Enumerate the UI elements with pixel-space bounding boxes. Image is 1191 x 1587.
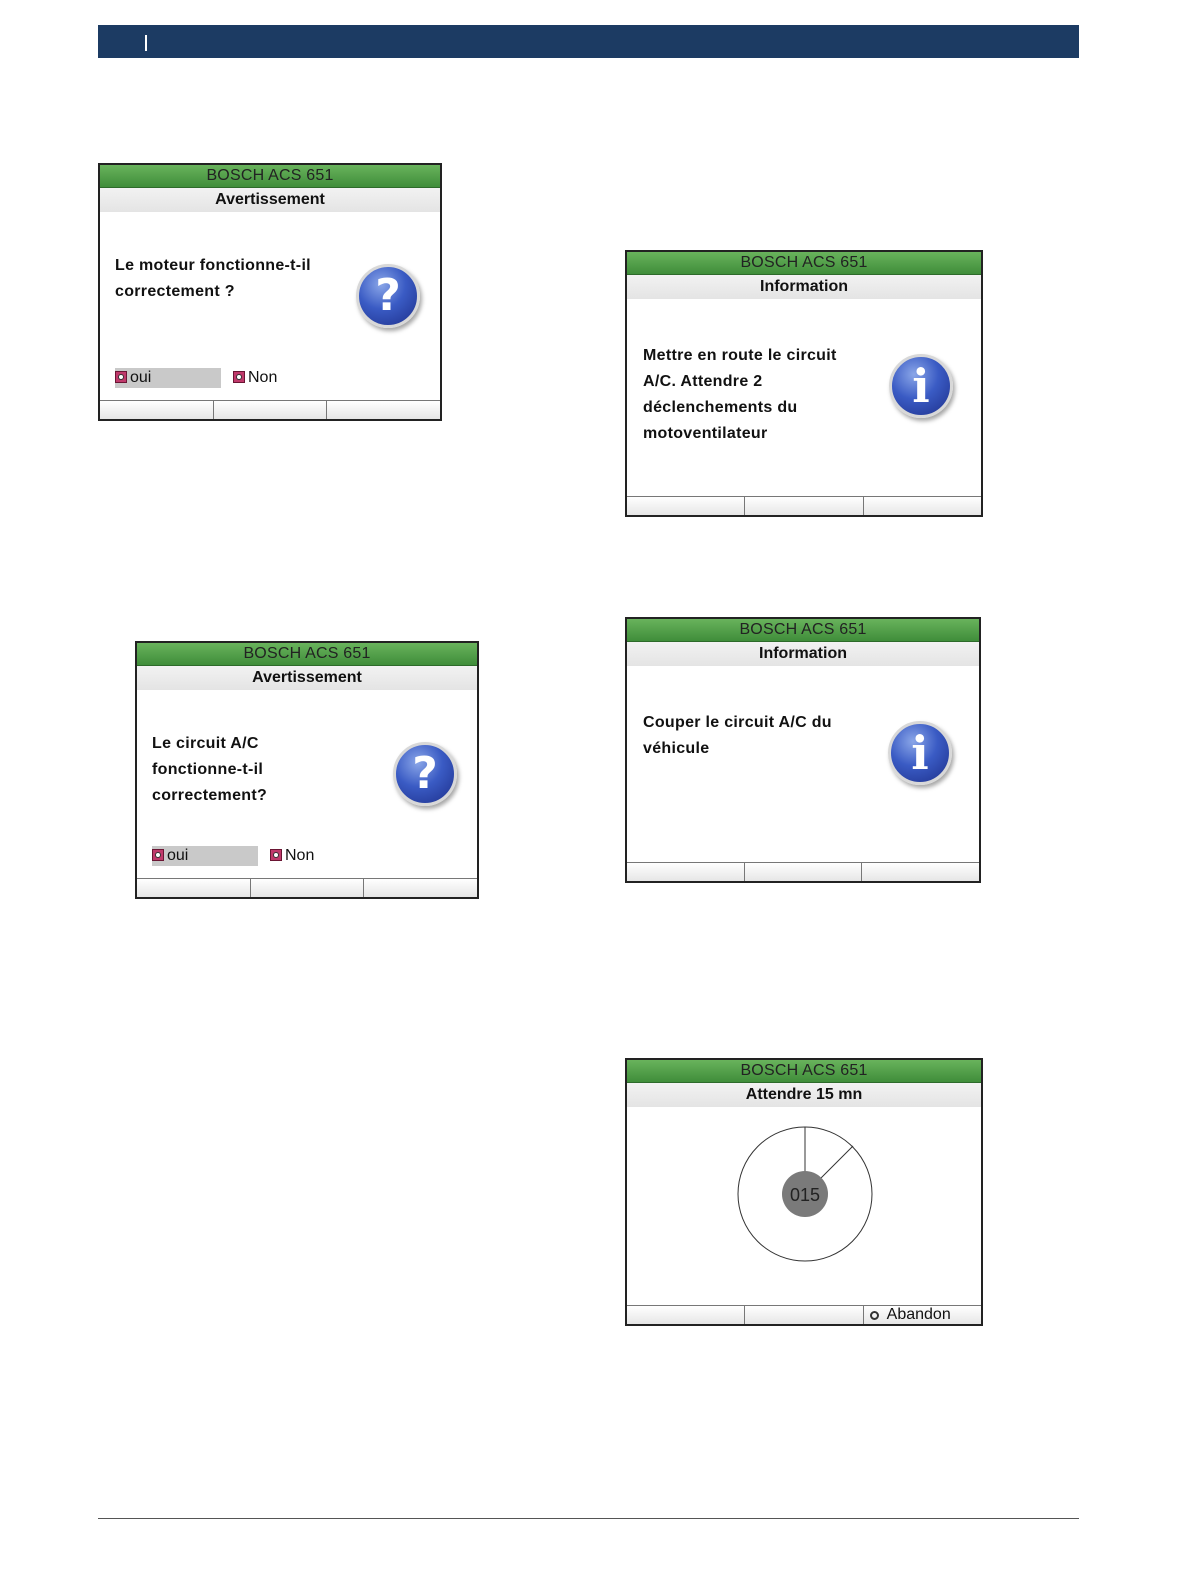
message-text (643, 710, 832, 762)
message-line: Le circuit A/C (152, 735, 259, 752)
softkey-1[interactable] (100, 401, 214, 419)
message-line: véhicule (643, 740, 710, 757)
softkey-bar (627, 1305, 981, 1324)
softkey-2[interactable] (251, 879, 365, 897)
countdown-dial (627, 1060, 981, 1304)
message-text (115, 253, 311, 305)
option-label: oui (130, 369, 152, 386)
softkey-2[interactable] (214, 401, 328, 419)
screen-subtitle: Attendre 15 mn (627, 1083, 981, 1107)
option-oui[interactable] (152, 846, 258, 866)
page-footer-rule (98, 1518, 1079, 1519)
screen-subtitle: Avertissement (100, 188, 440, 212)
softkey-1[interactable] (627, 497, 745, 515)
radio-selected-icon (115, 371, 127, 383)
softkey-bar (137, 878, 477, 897)
message-line: déclenchements du (643, 399, 798, 416)
abandon-label: Abandon (886, 1306, 951, 1323)
softkey-2[interactable] (745, 1306, 863, 1324)
message-text (643, 343, 837, 447)
softkey-1[interactable] (137, 879, 251, 897)
softkey-bar (627, 862, 979, 881)
screen-title: BOSCH ACS 651 (627, 619, 979, 642)
message-line: fonctionne-t-il (152, 761, 264, 778)
header-divider-mark (145, 35, 147, 51)
screen-start-ac-info (625, 250, 983, 517)
screen-title: BOSCH ACS 651 (137, 643, 477, 666)
radio-icon (233, 371, 245, 383)
option-oui[interactable] (115, 368, 221, 388)
screen-title: BOSCH ACS 651 (627, 252, 981, 275)
screen-stop-ac-info (625, 617, 981, 883)
radio-selected-icon (152, 849, 164, 861)
message-line: motoventilateur (643, 425, 768, 442)
screen-subtitle: Information (627, 642, 979, 666)
softkey-2[interactable] (745, 863, 863, 881)
softkey-3[interactable] (864, 497, 981, 515)
abandon-button[interactable] (864, 1306, 981, 1324)
softkey-3[interactable] (327, 401, 440, 419)
timer-value: 015 (789, 1185, 821, 1205)
screen-engine-check (98, 163, 442, 421)
message-line: Mettre en route le circuit (643, 347, 837, 364)
softkey-1[interactable] (627, 1306, 745, 1324)
softkey-2[interactable] (745, 497, 863, 515)
option-label: oui (167, 847, 189, 864)
screen-title: BOSCH ACS 651 (100, 165, 440, 188)
softkey-3[interactable] (364, 879, 477, 897)
message-line: correctement ? (115, 283, 235, 300)
message-line: Couper le circuit A/C du (643, 714, 832, 731)
page-header-band (98, 25, 1079, 58)
option-label: Non (285, 847, 315, 864)
question-icon: ? (356, 264, 420, 328)
question-icon: ? (393, 742, 457, 806)
radio-icon (870, 1311, 879, 1320)
message-line: correctement? (152, 787, 268, 804)
screen-title: BOSCH ACS 651 (627, 1060, 981, 1083)
softkey-bar (100, 400, 440, 419)
radio-icon (270, 849, 282, 861)
info-icon: i (889, 354, 953, 418)
screen-subtitle: Information (627, 275, 981, 299)
info-icon: i (888, 721, 952, 785)
screen-subtitle: Avertissement (137, 666, 477, 690)
softkey-3[interactable] (862, 863, 979, 881)
option-non[interactable] (270, 846, 314, 866)
screen-wait-timer (625, 1058, 983, 1326)
softkey-bar (627, 496, 981, 515)
message-text (152, 731, 267, 809)
option-label: Non (248, 369, 278, 386)
screen-ac-circuit-check (135, 641, 479, 899)
softkey-1[interactable] (627, 863, 745, 881)
option-non[interactable] (233, 368, 277, 388)
message-line: Le moteur fonctionne-t-il (115, 257, 311, 274)
message-line: A/C. Attendre 2 (643, 373, 763, 390)
